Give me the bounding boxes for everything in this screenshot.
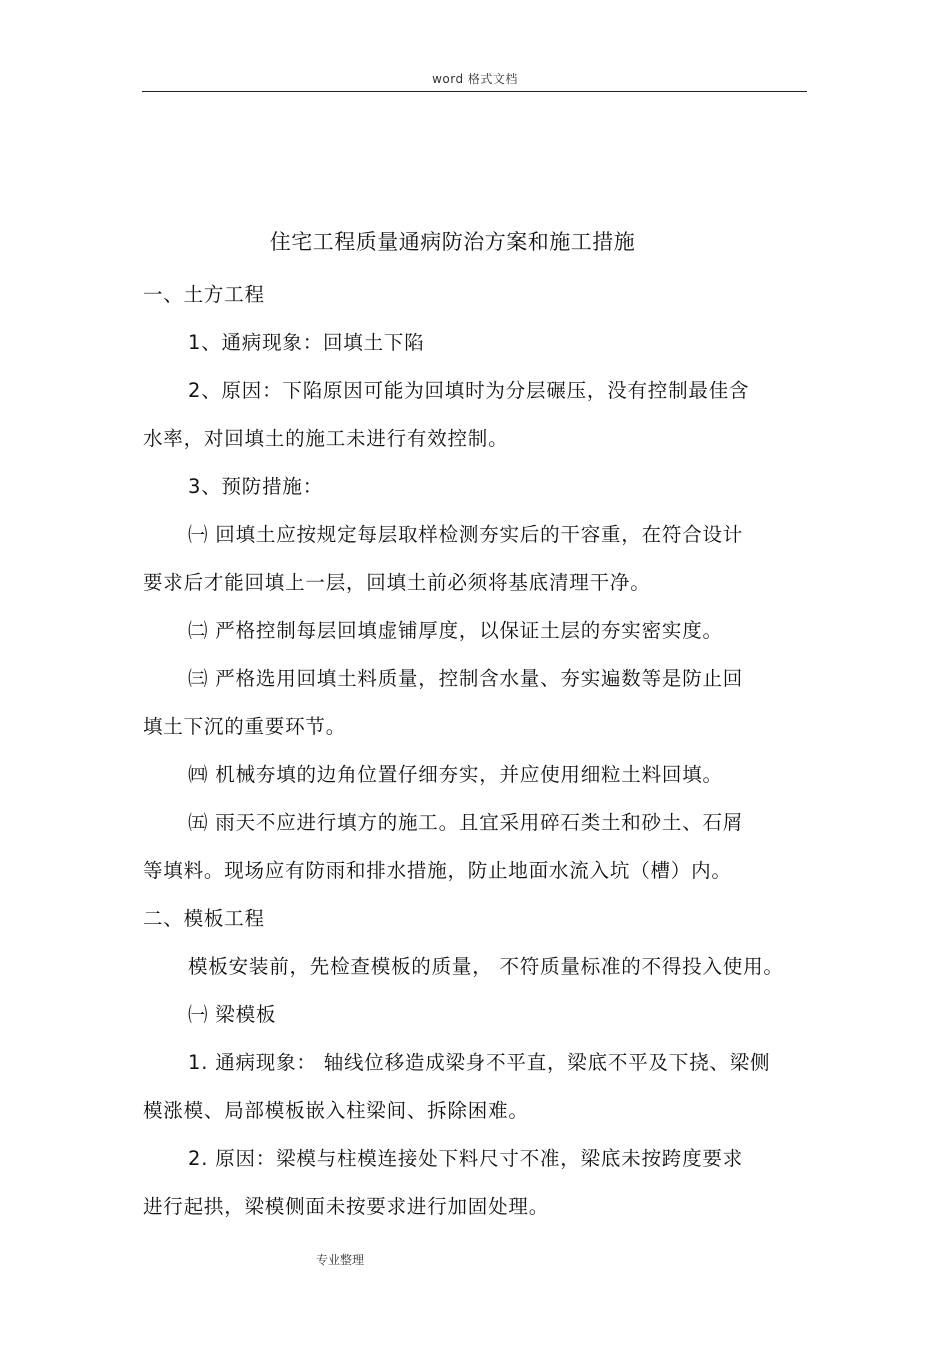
paragraph-line: 3、预防措施：: [188, 475, 324, 498]
paragraph-line: 模板安装前，先检查模板的质量， 不符质量标准的不得投入使用。: [188, 955, 784, 978]
paragraph-line: ㈢ 严格选用回填土料质量，控制含水量、夯实遍数等是防止回: [188, 667, 744, 690]
document-title: 住宅工程质量通病防治方案和施工措施: [269, 230, 636, 254]
section-heading: 一、土方工程: [143, 283, 265, 306]
paragraph-line: 1、通病现象：回填土下陷: [188, 331, 425, 354]
header-divider: [142, 91, 807, 92]
paragraph-line: 1. 通病现象： 轴线位移造成梁身不平直，梁底不平及下挠、梁侧: [188, 1051, 771, 1074]
paragraph-line: 水率，对回填土的施工未进行有效控制。: [143, 427, 509, 450]
page-header: word 格式文档: [432, 72, 518, 86]
page-footer: 专业整理: [316, 1253, 365, 1267]
paragraph-line: 等填料。现场应有防雨和排水措施，防止地面水流入坑（槽）内。: [143, 859, 732, 882]
paragraph-line: ㈤ 雨天不应进行填方的施工。且宜采用碎石类土和砂土、石屑: [188, 811, 744, 834]
paragraph-line: ㈣ 机械夯填的边角位置仔细夯实，并应使用细粒土料回填。: [188, 763, 723, 786]
paragraph-line: 模涨模、局部模板嵌入柱梁间、拆除困难。: [143, 1099, 529, 1122]
paragraph-line: ㈠ 回填土应按规定每层取样检测夯实后的干容重，在符合设计: [188, 523, 744, 546]
paragraph-line: 填土下沉的重要环节。: [143, 715, 347, 738]
paragraph-line: ㈡ 严格控制每层回填虚铺厚度，以保证土层的夯实密实度。: [188, 619, 723, 642]
paragraph-line: 要求后才能回填上一层，回填土前必须将基底清理干净。: [143, 571, 651, 594]
paragraph-line: 2. 原因：梁模与柱模连接处下料尺寸不准，梁底未按跨度要求: [188, 1147, 744, 1170]
paragraph-line: 2、原因：下陷原因可能为回填时为分层碾压，没有控制最佳含: [188, 379, 750, 402]
section-heading: 二、模板工程: [143, 907, 265, 930]
paragraph-line: 进行起拱，梁模侧面未按要求进行加固处理。: [143, 1195, 550, 1218]
subsection-heading: ㈠ 梁模板: [188, 1003, 277, 1026]
